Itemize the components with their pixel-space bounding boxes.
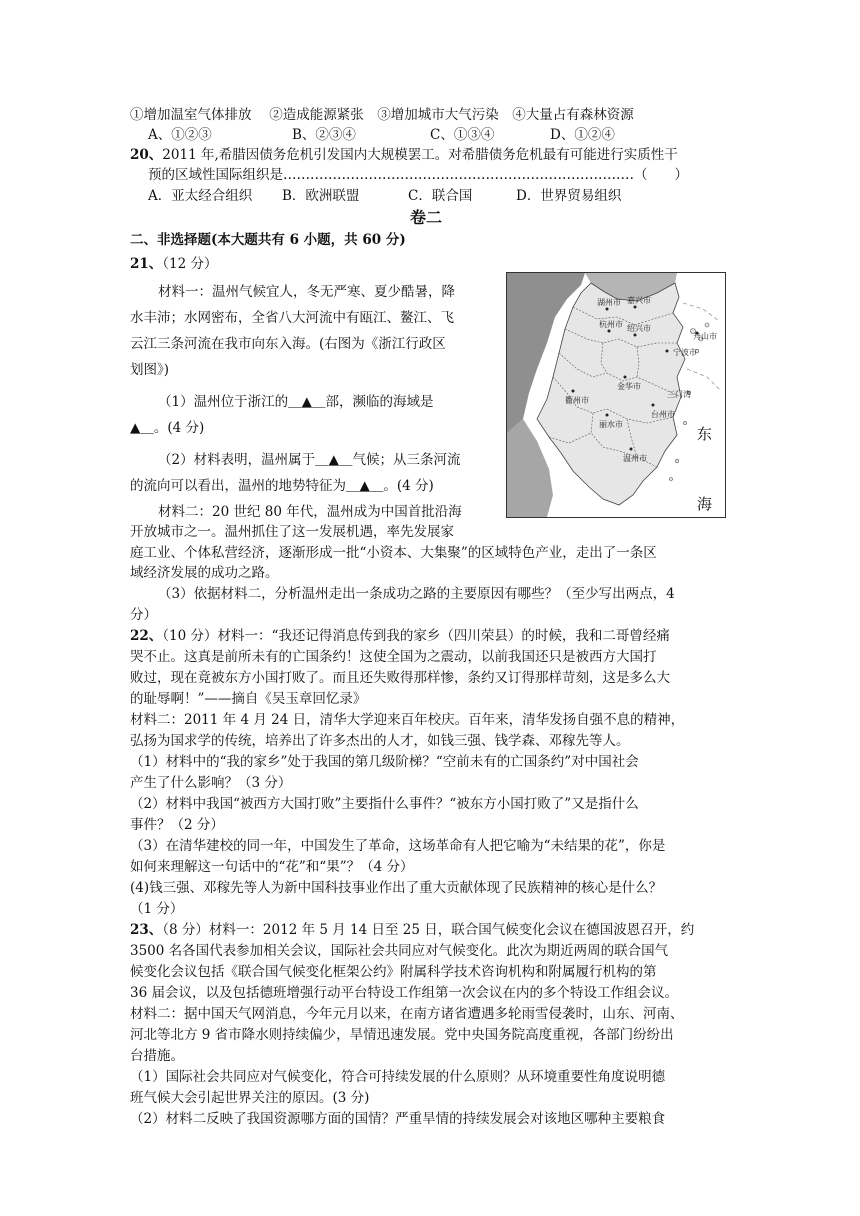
map-drawing [507, 273, 725, 517]
q22-line-14: （1 分） [130, 901, 184, 917]
q22-line-6: 弘扬为国求学的传统，培养出了许多杰出的人才，如钱三强、钱学森、邓稼先等人。 [130, 733, 630, 749]
q20-choice-c: C．联合国 [408, 188, 473, 204]
q21-material1-line-3: 云江三条河流在我市向东入海。(右图为《浙江行政区 [130, 336, 446, 352]
map-city-label: 台州市 [651, 410, 675, 419]
q19-options-line: ①增加温室气体排放 ②造成能源紧张 ③增加城市大气污染 ④大量占有森林资源 [130, 107, 634, 123]
q21-material1-line-4: 划图》) [130, 362, 170, 378]
q21-material2-line-2: 开放城市之一。温州抓住了这一发展机遇，率先发展家 [130, 524, 454, 540]
map-city-label: 金华市 [617, 382, 641, 391]
q20-line-2: 预的区域性国际组织是……………………………………………………………………（ ） [148, 167, 688, 183]
q22-line-12: 如何来理解这一句话中的“花”和“果”？（4 分） [130, 859, 414, 875]
q21-question-1-line-1: （1）温州位于浙江的＿▲＿部，濒临的海域是 [158, 394, 434, 410]
q21-question-2-line-2: 的流向可以看出，温州的地势特征为＿▲＿。(4 分) [130, 478, 434, 494]
q21-question-3-line-1: （3）依据材料二，分析温州走出一条成功之路的主要原因有哪些？（至少写出两点，4 [158, 586, 675, 602]
q20-stem-1: 2011 年,希腊因债务危机引发国内大规模罢工。对希腊债务危机最有可能进行实质性干 [162, 147, 678, 163]
q23-line-7: 台措施。 [130, 1048, 184, 1064]
map-city-label: 嘉兴市 [627, 296, 651, 305]
q22-text-1: （10 分）材料一：“我还记得消息传到我的家乡（四川荣县）的时候，我和二哥曾经痛 [162, 628, 670, 644]
q23-line-9: 班气候大会引起世界关注的原因。(3 分) [130, 1090, 370, 1106]
q23-line-6: 河北等北方 9 省市降水则持续偏少，旱情迅速发展。党中央国务院高度重视，各部门纷纷出 [130, 1027, 674, 1043]
q21-material1-line-2: 水丰沛；水网密布，全省八大河流中有瓯江、鳌江、飞 [130, 310, 454, 326]
q20-choice-a: A．亚太经合组织 [148, 188, 253, 204]
q21-score: （12 分） [162, 256, 218, 272]
map-city-label: 湖州市 [597, 298, 621, 307]
map-city-label: 杭州市 [599, 320, 623, 329]
q20-line-1 [130, 145, 678, 165]
q20-choice-d: D．世界贸易组织 [516, 188, 622, 204]
q23-line-10: （2）材料二反映了我国资源哪方面的国情？严重旱情的持续发展会对该地区哪种主要粮食 [130, 1111, 666, 1127]
map-city-label: 丽水市 [599, 420, 623, 429]
q21-question-3-line-2: 分） [130, 607, 157, 623]
zhejiang-map [506, 272, 726, 518]
q20-choice-b: B．欧洲联盟 [282, 188, 360, 204]
q21-question-1-line-2: ▲＿。(4 分) [130, 420, 205, 436]
q23-line-4: 36 届会议，以及包括德班增强行动平台特设工作组第一次会议在内的多个特设工作组会议。 [130, 985, 678, 1001]
section-title: 卷二 [410, 208, 443, 227]
q23-line-3: 候变化会议包括《联合国气候变化框架公约》附属科学技术咨询机构和附属履行机构的第 [130, 964, 657, 980]
q22-line-7: （1）材料中的“我的家乡”处于我国的第几级阶梯？“空前未有的亡国条约”对中国社会 [130, 754, 639, 770]
section-heading: 二、非选择题(本大题共有 6 小题，共 60 分) [130, 232, 406, 248]
q22-line-9: （2）材料中我国“被西方大国打败”主要指什么事件？“被东方小国打败了”又是指什么 [130, 796, 639, 812]
map-city-label: 衢州市 [565, 396, 589, 405]
q23-line-1 [130, 920, 694, 940]
q22-line-3: 败过，现在竟被东方小国打败了。而且还失败得那样惨，条约又订得那样苛刻，这是多么大 [130, 670, 670, 686]
q22-line-13: (4)钱三强、邓稼先等人为新中国科技事业作出了重大贡献体现了民族精神的核心是什么？ [130, 880, 663, 896]
q21-material2-line-1: 材料二：20 世纪 80 年代，温州成为中国首批沿海 [158, 504, 462, 520]
q19-choice-c: C、①③④ [430, 127, 495, 143]
q21-number: 21、 [130, 256, 163, 272]
q22-line-1 [130, 626, 670, 646]
map-city-label: 温州市 [623, 454, 647, 463]
q19-choice-b: B、②③④ [292, 127, 356, 143]
q22-number: 22、 [130, 628, 163, 644]
q22-line-5: 材料二：2011 年 4 月 24 日，清华大学迎来百年校庆。百年来，清华发扬自强不息的精神， [130, 712, 685, 728]
q22-line-10: 事件？（2 分） [130, 817, 224, 833]
map-city-label: 宁波市 [673, 348, 697, 357]
q22-line-11: （3）在清华建校的同一年，中国发生了革命，这场革命有人把它喻为“未结果的花”，你是 [130, 838, 666, 854]
q23-line-2: 3500 名各国代表参加相关会议，国际社会共同应对气候变化。此次为期近两周的联合国气 [130, 943, 669, 959]
q23-number: 23、 [130, 922, 163, 938]
q21-header [130, 254, 218, 274]
q23-line-5: 材料二：据中国天气网消息，今年元月以来，在南方诸省遭遇多轮雨雪侵袭时，山东、河南、 [130, 1006, 684, 1022]
map-city-label: 绍兴市 [627, 324, 651, 333]
q22-line-2: 哭不止。这真是前所未有的亡国条约！这使全国为之震动，以前我国还只是被西方大国打 [130, 649, 657, 665]
map-city-label: 舟山市 [693, 332, 717, 341]
q21-material1-line-1: 材料一：温州气候宜人，冬无严寒、夏少酷暑，降 [158, 284, 455, 300]
q21-material2-line-4: 域经济发展的成功之路。 [130, 565, 279, 581]
q21-question-2-line-1: （2）材料表明，温州属于＿▲＿气候；从三条河流 [158, 452, 461, 468]
q21-material2-line-3: 庭工业、个体私营经济，逐渐形成一批“小资本、大集聚”的区域特色产业，走出了一条区 [130, 545, 657, 561]
q19-choice-a: A、①②③ [148, 127, 212, 143]
map-sea-label-east: 东 [697, 425, 713, 443]
map-bay-label: 三门湾 [667, 390, 691, 399]
q20-number: 20、 [130, 147, 163, 163]
q19-choice-d: D、①②④ [550, 127, 615, 143]
map-sea-label-sea: 海 [697, 495, 713, 513]
q23-line-8: （1）国际社会共同应对气候变化，符合可持续发展的什么原则？从环境重要性角度说明德 [130, 1069, 666, 1085]
q22-line-4: 的耻辱啊！”——摘自《吴玉章回忆录》 [130, 691, 367, 707]
q23-text-1: （8 分）材料一：2012 年 5 月 14 日至 25 日，联合国气候变化会议在德国波恩召开，约 [162, 922, 695, 938]
q22-line-8: 产生了什么影响？（3 分） [130, 775, 292, 791]
